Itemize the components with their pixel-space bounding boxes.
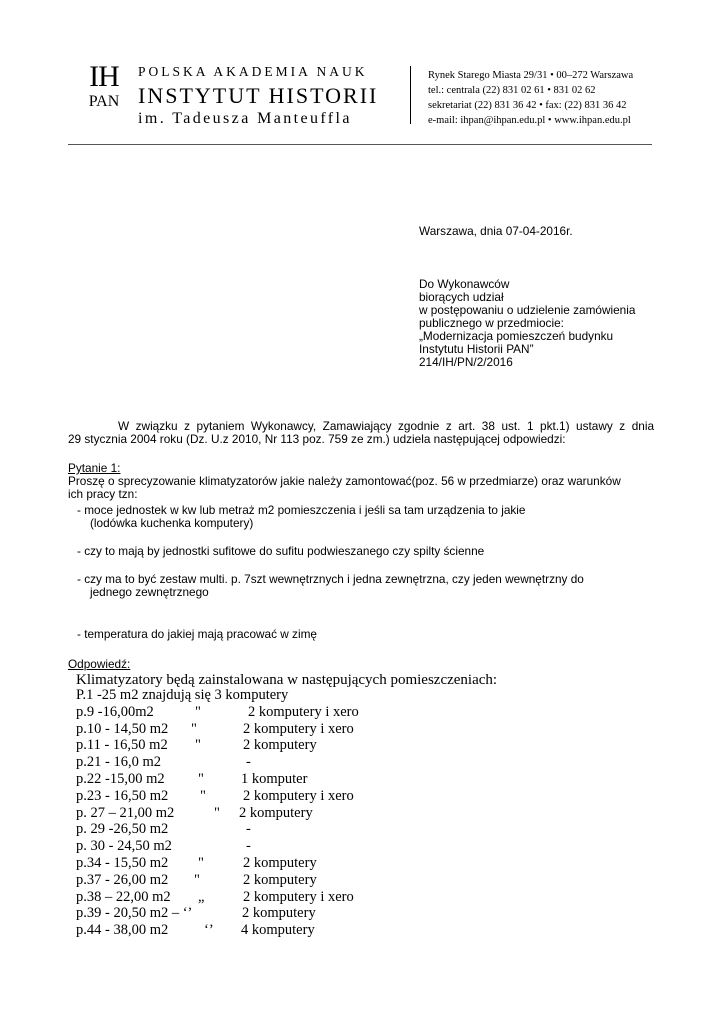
room-equipment: -	[246, 754, 251, 771]
ditto-mark: "	[195, 703, 201, 720]
org-institute-name: INSTYTUT HISTORII	[138, 83, 379, 108]
question-bullet: - temperatura do jakiej mają pracować w zimę	[77, 627, 317, 641]
room-name: p. 30 - 24,50 m2	[76, 838, 172, 855]
contact-phone: tel.: centrala (22) 831 02 61 • 831 02 62	[428, 85, 596, 96]
question-text: ich pracy tzn:	[68, 487, 138, 501]
room-name: p. 29 -26,50 m2	[76, 821, 169, 838]
reference-number: 214/IH/PN/2/2016	[419, 355, 513, 369]
room-equipment: 2 komputery i xero	[243, 720, 354, 737]
ditto-mark: "	[214, 804, 220, 821]
ditto-mark: "	[195, 737, 201, 754]
logo-ih-text: IH	[89, 60, 119, 93]
room-name: p.39 - 20,50 m2 – ‘’	[76, 905, 193, 922]
room-row-text: P.1 -25 m2 znajdują się 3 komputery	[76, 687, 289, 703]
answer-title: Klimatyzatory będą zainstalowana w następujących pomieszczeniach:	[76, 672, 498, 688]
room-name: p.37 - 26,00 m2	[76, 871, 169, 888]
room-name: p. 27 – 21,00 m2	[76, 804, 175, 821]
question-heading: Pytanie 1:	[68, 461, 121, 475]
ditto-mark: „	[198, 888, 205, 905]
room-name: p.34 - 15,50 m2	[76, 854, 169, 871]
recipient-block	[419, 278, 635, 369]
recipient-line: „Modernizacja pomieszczeń budynku	[419, 329, 614, 343]
logo-pan-text: PAN	[88, 93, 120, 110]
room-equipment: 2 komputery	[243, 737, 317, 754]
question-text: Proszę o sprecyzowanie klimatyzatorów jakie należy zamontować(poz. 56 w przedmiarze) oraz warunków	[68, 474, 621, 488]
ditto-mark: "	[198, 770, 204, 787]
letterhead-divider	[410, 66, 411, 124]
room-name: p.38 – 22,00 m2	[76, 888, 171, 905]
question-bullet: (lodówka kuchenka komputery)	[90, 516, 254, 530]
room-name: p.22 -15,00 m2	[76, 770, 165, 787]
date-line: Warszawa, dnia 07-04-2016r.	[419, 224, 573, 238]
contact-secretariat: sekretariat (22) 831 36 42 • fax: (22) 831 36 42	[428, 100, 627, 111]
org-academy-name: POLSKA AKADEMIA NAUK	[138, 64, 368, 79]
room-equipment: 2 komputery	[243, 871, 317, 888]
room-name: p.21 - 16,0 m2	[76, 754, 161, 771]
ditto-mark: "	[191, 720, 197, 737]
ditto-mark: "	[200, 787, 206, 804]
question-bullet: - czy to mają by jednostki sufitowe do sufitu podwieszanego czy spilty ścienne	[77, 544, 485, 558]
room-name: p.11 - 16,50 m2	[76, 737, 168, 754]
answer-heading: Odpowiedź:	[68, 657, 131, 671]
recipient-line: Do Wykonawców	[419, 277, 510, 291]
room-equipment: 2 komputery i xero	[248, 703, 359, 720]
question-bullet: jednego zewnętrznego	[90, 585, 209, 599]
ditto-mark: "	[198, 854, 204, 871]
recipient-line: publicznego w przedmiocie:	[419, 316, 564, 330]
room-equipment: -	[246, 821, 251, 838]
room-equipment: 1 komputer	[241, 770, 308, 787]
room-equipment: 2 komputery i xero	[243, 787, 354, 804]
ditto-mark: ‘’	[204, 922, 214, 939]
room-equipment: 2 komputery	[243, 854, 317, 871]
room-equipment: 4 komputery	[241, 922, 315, 939]
intro-paragraph	[68, 420, 654, 446]
room-equipment: -	[246, 838, 251, 855]
org-patron-name: im. Tadeusza Manteuffla	[138, 110, 352, 127]
room-equipment: 2 komputery	[242, 905, 316, 922]
question-bullet: - moce jednostek w kw lub metraż m2 pomieszczenia i jeśli sa tam urządzenia to jakie	[77, 503, 526, 517]
intro-line: W związku z pytaniem Wykonawcy, Zamawiający zgodnie z art. 38 ust. 1 pkt.1) ustawy z dnia	[118, 419, 654, 433]
contact-address: Rynek Starego Miasta 29/31 • 00–272 Warszawa	[428, 70, 634, 81]
room-name: p.10 - 14,50 m2	[76, 720, 169, 737]
contact-email-web: e-mail: ihpan@ihpan.edu.pl • www.ihpan.edu.pl	[428, 115, 631, 126]
recipient-line: Instytutu Historii PAN”	[419, 342, 534, 356]
ditto-mark: "	[194, 871, 200, 888]
header-rule	[68, 144, 652, 145]
room-name: p.9 -16,00m2	[76, 703, 154, 720]
room-equipment: 2 komputery	[239, 804, 313, 821]
recipient-line: biorących udział	[419, 290, 504, 304]
room-equipment: 2 komputery i xero	[243, 888, 354, 905]
question-bullet: - czy ma to być zestaw multi. p. 7szt wewnętrznych i jedna zewnętrzna, czy jeden wewnętrzny do	[77, 572, 584, 586]
recipient-line: w postępowaniu o udzielenie zamówienia	[419, 303, 636, 317]
intro-line: 29 stycznia 2004 roku (Dz. U.z 2010, Nr 113 poz. 759 ze zm.) udziela następującej odpowiedzi:	[68, 432, 566, 446]
room-name: p.23 - 16,50 m2	[76, 787, 169, 804]
institute-logo	[86, 60, 122, 111]
room-name: p.44 - 38,00 m2	[76, 922, 169, 939]
